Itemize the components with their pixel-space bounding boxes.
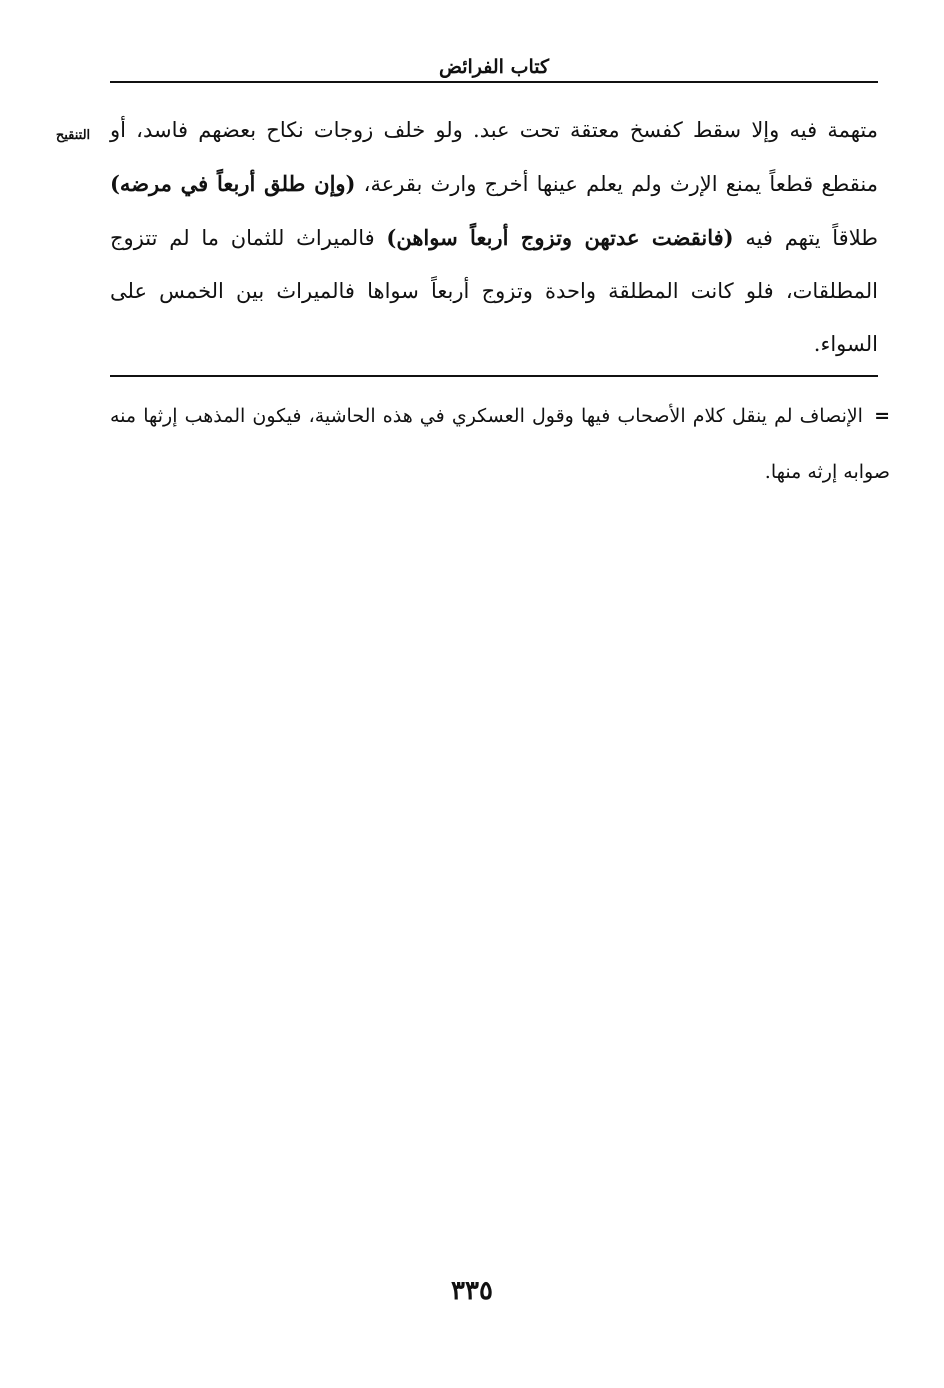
page-number: ٣٣٥ <box>451 1276 493 1306</box>
matn-quote-2: (فانقضت عدتهن وتزوج أربعاً سواهن) <box>386 225 734 250</box>
footnote <box>110 388 890 500</box>
body-text-run-1: متهمة فيه وإلا سقط كفسخ معتقة تحت عبد. ولو خلف زوجات نكاح بعضهم فاسد، أو منقطع قطعاً يمنع الإرث ولم يعلم عينها أخرج وارث بقرعة، <box>110 118 878 196</box>
footnote-continuation-marker: = <box>874 405 890 427</box>
matn-quote-1: (وإن طلق أربعاً في مرضه) <box>110 171 356 196</box>
header-divider <box>110 81 878 83</box>
body-text-run-3: فالميراث للثمان ما لم تتزوج المطلقات، فلو كانت المطلقة واحدة وتزوج أربعاً سواها فالميراث بين الخمس على السواء. <box>110 226 878 356</box>
body-text-run-2: طلاقاً يتهم فيه <box>745 226 878 250</box>
footnote-text: الإنصاف لم ينقل كلام الأصحاب فيها وقول العسكري في هذه الحاشية، فيكون المذهب إرثها منه صوابه إرثه منها. <box>110 405 890 483</box>
main-text <box>110 104 878 371</box>
book-title: كتاب الفرائض <box>438 56 550 78</box>
running-header <box>110 52 878 82</box>
margin-note: التنقيح <box>55 128 91 143</box>
footnote-divider <box>110 375 878 377</box>
